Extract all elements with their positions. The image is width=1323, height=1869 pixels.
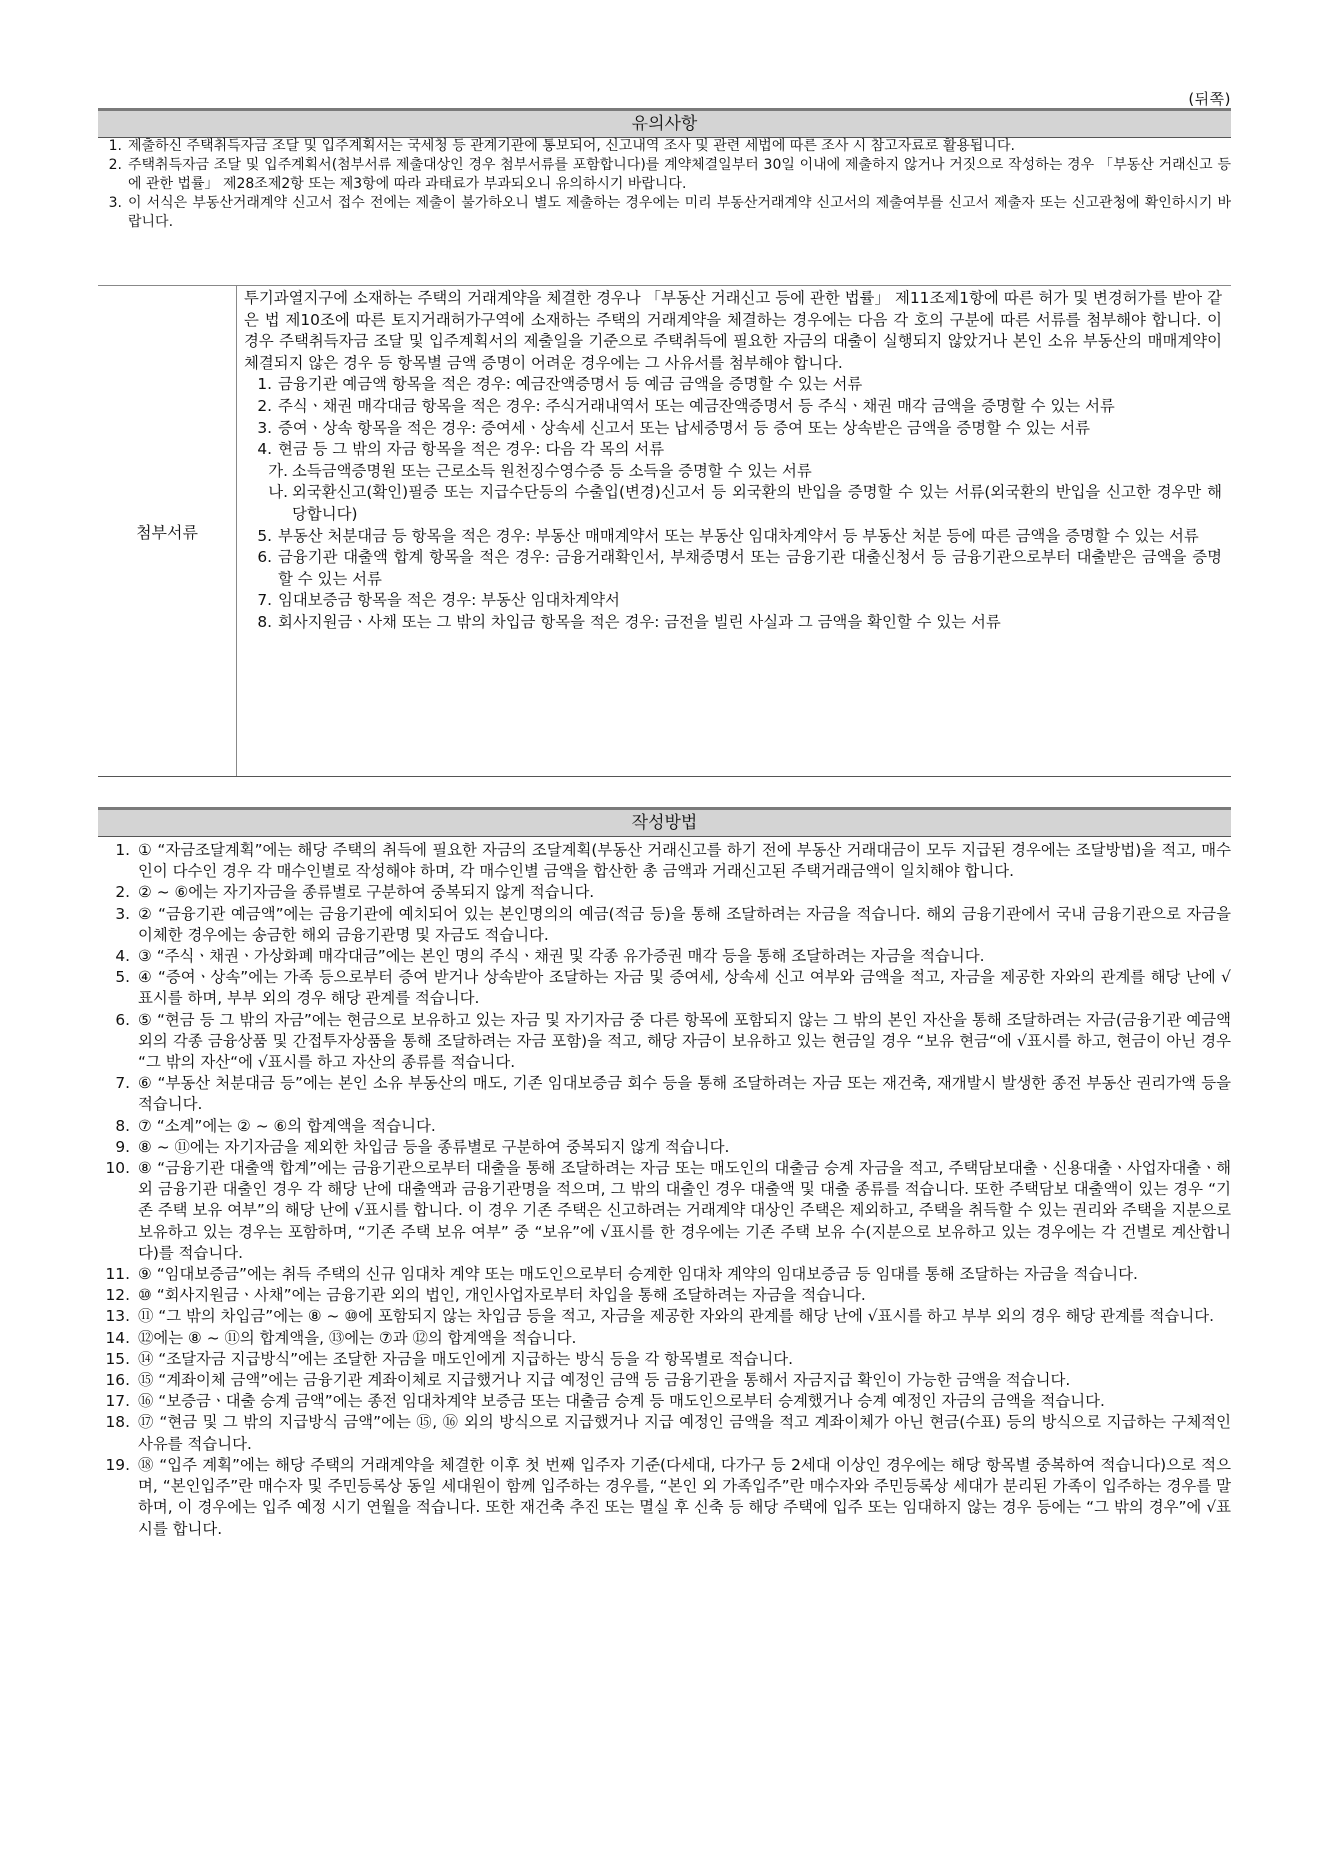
attachments-item-text: 현금 등 그 밖의 자금 항목을 적은 경우: 다음 각 목의 서류 xyxy=(278,440,665,459)
method-item-number: 9. xyxy=(115,1137,130,1156)
method-item xyxy=(98,882,1231,903)
method-item-text: ⑰ “현금 및 그 밖의 지급방식 금액”에는 ⑮, ⑯ 외의 방식으로 지급했거나 지급 예정인 금액을 적고 계좌이체가 아닌 현금(수표) 등의 방식으로 지급하는 구체적인 사유를 적습니다. xyxy=(138,1413,1231,1453)
method-list xyxy=(98,840,1231,1540)
notes-item-text: 이 서식은 부동산거래계약 신고서 접수 전에는 제출이 불가하오니 별도 제출하는 경우에는 미리 부동산거래계약 신고서의 제출여부를 신고서 제출자 또는 신고관청에 확인하시기 바랍니다. xyxy=(128,195,1231,230)
attachments-item-number: 7. xyxy=(257,591,272,610)
method-item-number: 1. xyxy=(115,841,130,859)
method-item-text: ⑩ “회사지원금ㆍ사채”에는 금융기관 외의 법인, 개인사업자로부터 차입을 통해 조달하려는 자금을 적습니다. xyxy=(138,1286,866,1305)
method-item xyxy=(98,904,1231,946)
method-item-number: 10. xyxy=(105,1159,130,1178)
attachments-subitem xyxy=(244,482,1222,525)
method-item-number: 12. xyxy=(105,1286,130,1305)
attachments-item xyxy=(244,374,1222,396)
notes-item-text: 주택취득자금 조달 및 입주계획서(첨부서류 제출대상인 경우 첨부서류를 포함합니다)를 계약체결일부터 30일 이내에 제출하지 않거나 거짓으로 작성하는 경우 「부동산 거래신고 등에 관한 법률」 제28조제2항 또는 제3항에 따라 과태료가 부과되오니 유의하시기 바랍니다. xyxy=(128,157,1231,192)
attachments-item-number: 8. xyxy=(257,612,272,631)
method-item-text: ⑫에는 ⑧ ~ ⑪의 합계액을, ⑬에는 ⑦과 ⑫의 합계액을 적습니다. xyxy=(138,1328,577,1347)
notes-item xyxy=(98,194,1231,232)
method-item xyxy=(98,1264,1231,1285)
attachments-item-text: 회사지원금ㆍ사채 또는 그 밖의 차입금 항목을 적은 경우: 금전을 빌린 사실과 그 금액을 확인할 수 있는 서류 xyxy=(278,612,1001,631)
attachments-item xyxy=(244,418,1222,440)
method-item-text: ⑧ “금융기관 대출액 합계”에는 금융기관으로부터 대출을 통해 조달하려는 자금 또는 매도인의 대출금 승계 자금을 적고, 주택담보대출ㆍ신용대출ㆍ사업자대출ㆍ해외 금융기관 대출인 경우 각 해당 난에 대출액과 금융기관명을 적으며, 그 밖의 대출인 경우 대출액 및 대출 종류를 적습니다. 또한 주택담보 대출액이 있는 경우 “기존 주택 보유 여부”의 해당 난에 √표시를 합니다. 이 경우 기존 주택은 신고하려는 거래계약 대상인 주택은 제외하고, 주택을 취득할 수 있는 권리와 주택을 지분으로 보유하고 있는 경우는 포함하며, “기존 주택 보유 여부” 중 “보유”에 √표시를 한 경우에는 기존 주택 보유 수(지분으로 보유하고 있는 경우에는 각 건별로 계산합니다)를 적습니다. xyxy=(138,1159,1231,1262)
page-side-label: (뒤쪽) xyxy=(1188,90,1231,108)
method-item xyxy=(98,1328,1231,1349)
method-item xyxy=(98,1370,1231,1391)
attachments-content xyxy=(244,288,1222,634)
attachments-item-text: 금융기관 예금액 항목을 적은 경우: 예금잔액증명서 등 예금 금액을 증명할 수 있는 서류 xyxy=(278,375,863,394)
method-item-number: 4. xyxy=(115,947,130,966)
method-item-text: ⑨ “임대보증금”에는 취득 주택의 신규 임대차 계약 또는 매도인으로부터 승계한 임대차 계약의 임대보증금 등 임대를 통해 조달하는 자금을 적습니다. xyxy=(138,1265,1138,1284)
method-item-text: ⑭ “조달자금 지급방식”에는 조달한 자금을 매도인에게 지급하는 방식 등을 각 항목별로 적습니다. xyxy=(138,1349,794,1368)
attachments-item-text: 주식ㆍ채권 매각대금 항목을 적은 경우: 주식거래내역서 또는 예금잔액증명서 등 주식ㆍ채권 매각 금액을 증명할 수 있는 서류 xyxy=(278,396,1115,415)
method-item xyxy=(98,967,1231,1009)
attachments-item-number: 나. xyxy=(268,483,288,502)
attachments-item-text: 금융기관 대출액 합계 항목을 적은 경우: 금융거래확인서, 부채증명서 또는 금융기관 대출신청서 등 금융기관으로부터 대출받은 금액을 증명할 수 있는 서류 xyxy=(278,548,1222,588)
method-item xyxy=(98,1455,1231,1540)
attachments-item-number: 6. xyxy=(257,548,272,567)
method-item xyxy=(98,946,1231,967)
method-item-text: ⑧ ~ ⑪에는 자기자금을 제외한 차입금 등을 종류별로 구분하여 중복되지 않게 적습니다. xyxy=(138,1137,730,1156)
method-item-number: 3. xyxy=(115,904,130,923)
method-item-text: ⑪ “그 밖의 차입금”에는 ⑧ ~ ⑩에 포함되지 않는 차입금 등을 적고, 자금을 제공한 자와의 관계를 해당 난에 √표시를 하고 부부 외의 경우 해당 관계를 적습니다. xyxy=(138,1307,1215,1326)
method-item-text: ⑦ “소계”에는 ② ~ ⑥의 합계액을 적습니다. xyxy=(138,1116,436,1135)
method-item xyxy=(98,1116,1231,1137)
attachments-item-number: 가. xyxy=(268,461,288,480)
method-title: 작성방법 xyxy=(98,807,1231,837)
notes-item-number: 3. xyxy=(108,195,122,211)
method-item-number: 15. xyxy=(105,1349,130,1368)
method-item-text: ⑮ “계좌이체 금액”에는 금융기관 계좌이체로 지급했거나 지급 예정인 금액 등 금융기관을 통해서 자금지급 확인이 가능한 금액을 적습니다. xyxy=(138,1371,1071,1390)
attachments-item-text: 외국환신고(확인)필증 또는 지급수단등의 수출입(변경)신고서 등 외국환의 반입을 증명할 수 있는 서류(외국환의 반입을 신고한 경우만 해당합니다) xyxy=(292,483,1222,523)
method-item-text: ① “자금조달계획”에는 해당 주택의 취득에 필요한 자금의 조달계획(부동산 거래신고를 하기 전에 부동산 거래대금이 모두 지급된 경우에는 조달방법)을 적고, 매수인이 다수인 경우 각 매수인별로 작성해야 하며, 각 매수인별 금액을 합산한 총 금액과 거래신고된 주택거래금액이 일치해야 합니다. xyxy=(138,841,1231,881)
attachments-item-text: 임대보증금 항목을 적은 경우: 부동산 임대차계약서 xyxy=(278,591,620,610)
method-item-text: ⑱ “입주 계획”에는 해당 주택의 거래계약을 체결한 이후 첫 번째 입주자 기준(다세대, 다가구 등 2세대 이상인 경우에는 해당 항목별 중복하여 적습니다)으로 적으며, “본인입주”란 매수자 및 주민등록상 동일 세대원이 함께 입주하는 경우를, “본인 외 가족입주”란 매수자와 주민등록상 세대가 분리된 가족이 입주하는 경우를 말하며, 이 경우에는 입주 예정 시기 연월을 적습니다. 또한 재건축 추진 또는 멸실 후 신축 등 해당 주택에 입주 또는 임대하지 않는 경우 등에는 “그 밖의 경우”에 √표시를 합니다. xyxy=(138,1455,1231,1538)
attachments-item-number: 3. xyxy=(257,418,272,437)
method-item-number: 19. xyxy=(105,1455,130,1474)
notes-item-number: 2. xyxy=(108,157,122,173)
attachments-intro: 투기과열지구에 소재하는 주택의 거래계약을 체결한 경우나 「부동산 거래신고 등에 관한 법률」 제11조제1항에 따른 허가 및 변경허가를 받아 같은 법 제10조에 따른 토지거래허가구역에 소재하는 주택의 거래계약을 체결하는 경우에는 다음 각 호의 구분에 따른 서류를 첨부해야 합니다. 이 경우 주택취득자금 조달 및 입주계획서의 제출일을 기준으로 주택취득에 필요한 자금의 대출이 실행되지 않았거나 본인 소유 부동산의 매매계약이 체결되지 않은 경우 등 항목별 금액 증명이 어려운 경우에는 그 사유서를 첨부해야 합니다. xyxy=(244,289,1222,372)
method-item-number: 8. xyxy=(115,1116,130,1135)
attachments-item xyxy=(244,396,1222,418)
method-item-text: ⑯ “보증금ㆍ대출 승계 금액”에는 종전 임대차계약 보증금 또는 대출금 승계 등 매도인으로부터 승계했거나 승계 예정인 자금의 금액을 적습니다. xyxy=(138,1392,1105,1411)
attachments-item xyxy=(244,612,1222,634)
method-item-number: 13. xyxy=(105,1307,130,1326)
method-item-number: 17. xyxy=(105,1392,130,1411)
method-item-number: 18. xyxy=(105,1413,130,1432)
attachments-item xyxy=(244,547,1222,590)
method-item xyxy=(98,1073,1231,1115)
attachments-item-number: 5. xyxy=(257,526,272,545)
method-item-text: ③ “주식ㆍ채권ㆍ가상화폐 매각대금”에는 본인 명의 주식ㆍ채권 및 각종 유가증권 매각 등을 통해 조달하려는 자금을 적습니다. xyxy=(138,947,985,966)
attachments-label: 첨부서류 xyxy=(98,286,237,776)
method-item-number: 11. xyxy=(105,1265,130,1284)
notes-item-number: 1. xyxy=(108,138,122,154)
method-item-number: 14. xyxy=(105,1328,130,1347)
attachments-item xyxy=(244,526,1222,548)
method-item-text: ⑤ “현금 등 그 밖의 자금”에는 현금으로 보유하고 있는 자금 및 자기자금 중 다른 항목에 포함되지 않는 그 밖의 본인 자산을 통해 조달하려는 자금(금융기관 예금액 외의 각종 금융상품 및 간접투자상품을 통해 조달하려는 자금 포함)을 적고, 해당 자금이 보유하고 있는 현금일 경우 “보유 현금“에 √표시를 하고, 현금이 아닌 경우 “그 밖의 자산“에 √표시를 하고 자산의 종류를 적습니다. xyxy=(138,1010,1231,1072)
attachments-subitem xyxy=(244,461,1222,483)
method-item-number: 2. xyxy=(115,883,130,902)
attachments-item-number: 2. xyxy=(257,396,272,415)
method-item xyxy=(98,1391,1231,1412)
attachments-item xyxy=(244,439,1222,461)
method-item-text: ⑥ “부동산 처분대금 등”에는 본인 소유 부동산의 매도, 기존 임대보증금 회수 등을 통해 조달하려는 자금 또는 재건축, 재개발시 발생한 종전 부동산 권리가액 등을 적습니다. xyxy=(138,1074,1231,1114)
method-item xyxy=(98,840,1231,882)
attachments-item-text: 증여ㆍ상속 항목을 적은 경우: 증여세ㆍ상속세 신고서 또는 납세증명서 등 증여 또는 상속받은 금액을 증명할 수 있는 서류 xyxy=(278,418,1090,437)
attachments-item-text: 소득금액증명원 또는 근로소득 원천징수영수증 등 소득을 증명할 수 있는 서류 xyxy=(292,461,812,480)
method-item xyxy=(98,1158,1231,1264)
method-item xyxy=(98,1412,1231,1454)
notes-item xyxy=(98,137,1231,156)
attachments-items xyxy=(244,374,1222,633)
method-item-number: 6. xyxy=(115,1010,130,1029)
notes-item-text: 제출하신 주택취득자금 조달 및 입주계획서는 국세청 등 관계기관에 통보되어, 신고내역 조사 및 관련 세법에 따른 조사 시 참고자료로 활용됩니다. xyxy=(128,138,1015,154)
attachments-item-text: 부동산 처분대금 등 항목을 적은 경우: 부동산 매매계약서 또는 부동산 임대차계약서 등 부동산 처분 등에 따른 금액을 증명할 수 있는 서류 xyxy=(278,526,1199,545)
attachments-item-number: 4. xyxy=(257,440,272,459)
method-item-number: 5. xyxy=(115,968,130,987)
method-item-text: ④ “증여ㆍ상속”에는 가족 등으로부터 증여 받거나 상속받아 조달하는 자금 및 증여세, 상속세 신고 여부와 금액을 적고, 자금을 제공한 자와의 관계를 해당 난에 √표시를 하며, 부부 외의 경우 해당 관계를 적습니다. xyxy=(138,968,1231,1008)
method-item-text: ② ~ ⑥에는 자기자금을 종류별로 구분하여 중복되지 않게 적습니다. xyxy=(138,883,595,902)
method-item-number: 16. xyxy=(105,1371,130,1390)
attachments-item-number: 1. xyxy=(257,375,272,394)
notes-list xyxy=(98,137,1231,232)
method-item xyxy=(98,1010,1231,1074)
method-item-text: ② “금융기관 예금액”에는 금융기관에 예치되어 있는 본인명의의 예금(적금 등)을 통해 조달하려는 자금을 적습니다. 해외 금융기관에서 국내 금융기관으로 자금을 이체한 경우에는 송금한 해외 금융기관명 및 자금도 적습니다. xyxy=(138,904,1231,944)
attachments-section xyxy=(98,285,1231,777)
notes-title: 유의사항 xyxy=(98,108,1231,138)
method-item xyxy=(98,1137,1231,1158)
method-item xyxy=(98,1285,1231,1306)
attachments-item xyxy=(244,590,1222,612)
method-item xyxy=(98,1349,1231,1370)
method-item-number: 7. xyxy=(115,1074,130,1093)
notes-item xyxy=(98,156,1231,194)
method-item xyxy=(98,1306,1231,1327)
